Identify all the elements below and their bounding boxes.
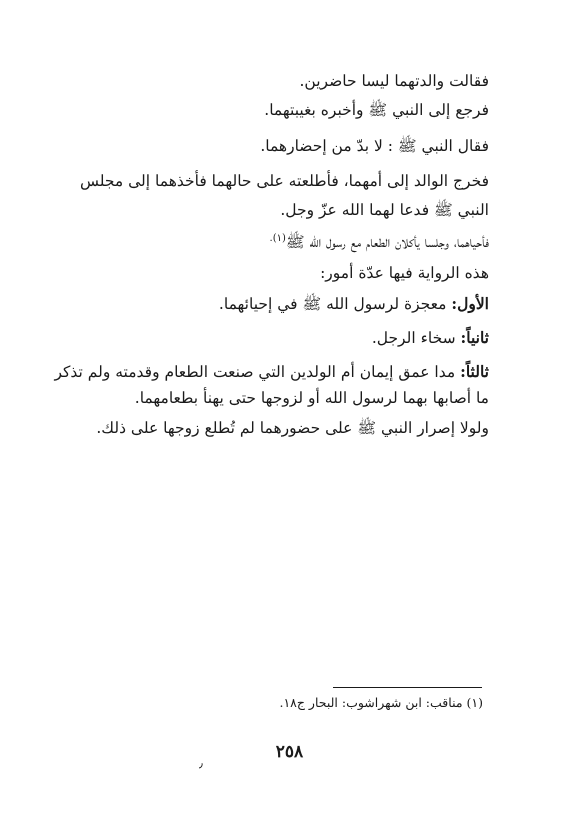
text-line-1: فقالت والدتهما ليسا حاضرين.	[299, 72, 489, 90]
text-line-9	[372, 328, 489, 348]
footnote-divider	[333, 687, 482, 688]
label-third: ثالثاً:	[460, 362, 489, 381]
text-line-8-body: معجزة لرسول الله ﷺ في إحيائهما.	[218, 295, 447, 313]
text-line-10-body: مدا عمق إيمان أم الولدين التي صنعت الطعام وقدمته ولم تذكر	[54, 363, 456, 381]
text-line-9-body: سخاء الرجل.	[371, 329, 456, 347]
label-first: الأول:	[451, 294, 489, 313]
footnote-reference: (١).	[269, 233, 286, 244]
footnote: (١) مناقب: ابن شهراشوب: البحار ج١٨.	[279, 695, 483, 710]
text-line-8	[219, 294, 489, 314]
bottom-mark: ٫	[199, 756, 203, 770]
text-line-11: ما أصابها بهما لرسول الله أو لزوجها حتى يهنأ بطعامهما.	[134, 389, 489, 407]
text-line-3: فقال النبي ﷺ : لا بدّ من إحضارهما.	[260, 137, 489, 155]
text-line-10	[54, 362, 489, 382]
label-second: ثانياً:	[460, 328, 489, 347]
text-line-12: ولولا إصرار النبي ﷺ على حضورهما لم تُطلع زوجها على ذلك.	[96, 419, 489, 437]
text-line-5: النبي ﷺ فدعا لهما الله عزّ وجل.	[280, 201, 489, 219]
text-line-6-body: فأحياهما، وجلسا يأكلان الطعام مع رسول الله ﷺ	[285, 233, 489, 252]
text-line-7: هذه الرواية فيها عدّة أمور:	[320, 264, 489, 282]
page-number: ٢٥٨	[275, 742, 304, 762]
text-line-2: فرجع إلى النبي ﷺ وأخبره بغيبتهما.	[264, 101, 489, 119]
text-line-6	[270, 229, 489, 252]
text-line-4: فخرج الوالد إلى أمهما، فأطلعته على حالهما فأخذهما إلى مجلس	[80, 172, 489, 190]
